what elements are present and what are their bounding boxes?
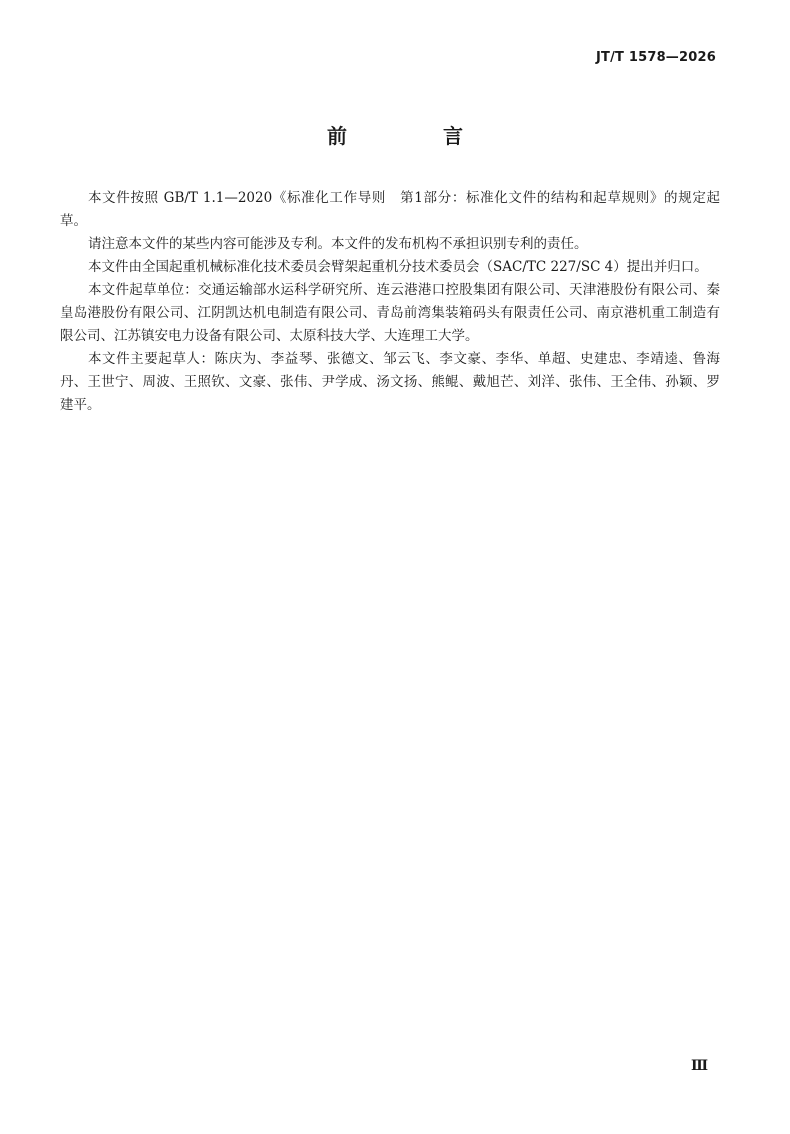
- document-body: [60, 187, 720, 417]
- paragraph-drafters: 本文件主要起草人：陈庆为、李益琴、张德文、邹云飞、李文豪、李华、单超、史建忠、李靖逵、鲁海丹、王世宁、周波、王照钦、文豪、张伟、尹学成、汤文扬、熊鲲、戴旭芒、刘洋、张伟、王全伟、孙颖、罗建平。: [60, 351, 720, 413]
- paragraph-patent-notice: 请注意本文件的某些内容可能涉及专利。本文件的发布机构不承担识别专利的责任。: [88, 236, 588, 252]
- paragraph-proposer: 本文件由全国起重机械标准化技术委员会臂架起重机分技术委员会（SAC/TC 227/SC 4）提出并归口。: [88, 259, 708, 275]
- page-title: 前 言: [327, 124, 501, 148]
- paragraph-drafting-rules: 本文件按照 GB/T 1.1—2020《标准化工作导则 第1部分：标准化文件的结构和起草规则》的规定起草。: [60, 190, 720, 229]
- standard-number: JT/T 1578—2026: [595, 50, 716, 65]
- page-number: Ⅲ: [690, 1058, 708, 1074]
- paragraph-drafting-units: 本文件起草单位：交通运输部水运科学研究所、连云港港口控股集团有限公司、天津港股份有限公司、秦皇岛港股份有限公司、江阴凯达机电制造有限公司、青岛前湾集装箱码头有限责任公司、南京港机重工制造有限公司、江苏镇安电力设备有限公司、太原科技大学、大连理工大学。: [60, 282, 720, 344]
